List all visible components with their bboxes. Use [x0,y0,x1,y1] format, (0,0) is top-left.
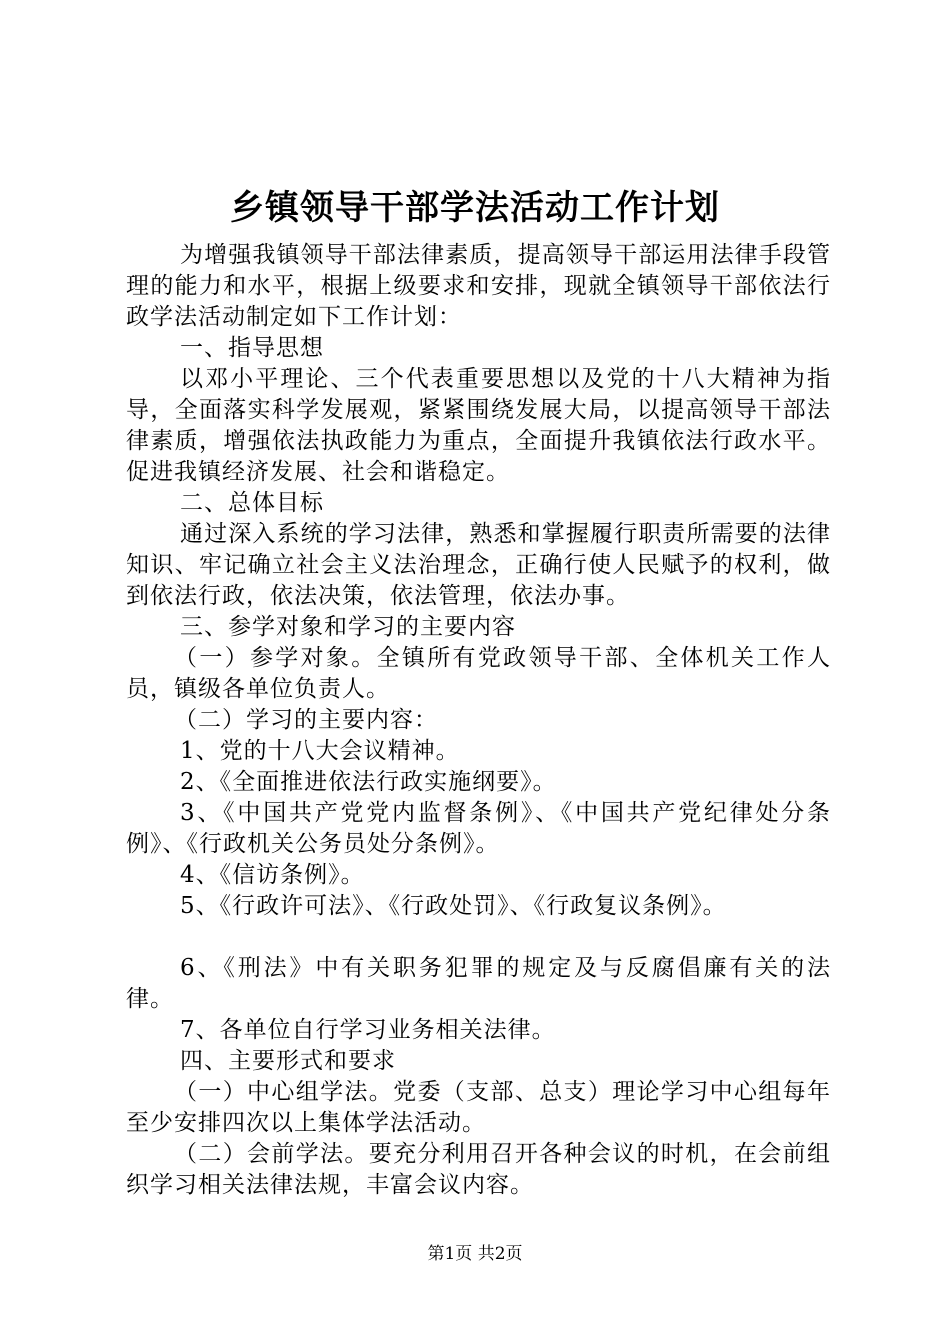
section-heading-overall-goal: 二、总体目标 [180,490,324,516]
section-heading-guiding-thought: 一、指导思想 [180,335,324,361]
content-item-4: 4、《信访条例》。 [180,862,365,888]
content-item-3: 3、《中国共产党党内监督条例》、《中国共产党纪律处分条例》、《行政机关公务员处分条例》。 [126,800,831,857]
content-subheading: （二）学习的主要内容： [174,707,438,733]
forms-item-1: （一）中心组学法。党委（支部、总支）理论学习中心组每年至少安排四次以上集体学法活动。 [126,1079,831,1136]
page-footer: 第1页 共2页 [427,1244,523,1264]
content-item-5: 5、《行政许可法》、《行政处罚》、《行政复议条例》。 [180,893,727,919]
participants-paragraph: （一）参学对象。全镇所有党政领导干部、全体机关工作人员，镇级各单位负责人。 [126,645,831,702]
content-item-6: 6、《刑法》中有关职务犯罪的规定及与反腐倡廉有关的法律。 [126,955,831,1012]
guiding-thought-paragraph: 以邓小平理论、三个代表重要思想以及党的十八大精神为指导，全面落实科学发展观，紧紧围绕发展大局，以提高领导干部法律素质，增强依法执政能力为重点，全面提升我镇依法行政水平。促进我镇经济发展、社会和谐稳定。 [126,366,831,485]
section-heading-participants-content: 三、参学对象和学习的主要内容 [180,614,516,640]
content-item-2: 2、《全面推进依法行政实施纲要》。 [180,769,557,795]
content-item-7: 7、各单位自行学习业务相关法律。 [180,1017,556,1043]
intro-paragraph: 为增强我镇领导干部法律素质，提高领导干部运用法律手段管理的能力和水平，根据上级要求和安排，现就全镇领导干部依法行政学法活动制定如下工作计划： [126,242,831,330]
document-title: 乡镇领导干部学法活动工作计划 [230,188,720,228]
section-heading-forms-requirements: 四、主要形式和要求 [180,1048,396,1074]
content-item-1: 1、党的十八大会议精神。 [180,738,460,764]
overall-goal-paragraph: 通过深入系统的学习法律，熟悉和掌握履行职责所需要的法律知识、牢记确立社会主义法治理念，正确行使人民赋予的权利，做到依法行政，依法决策，依法管理，依法办事。 [126,521,831,609]
forms-item-2: （二）会前学法。要充分利用召开各种会议的时机，在会前组织学习相关法律法规，丰富会议内容。 [126,1141,831,1198]
document-body [126,240,831,1201]
